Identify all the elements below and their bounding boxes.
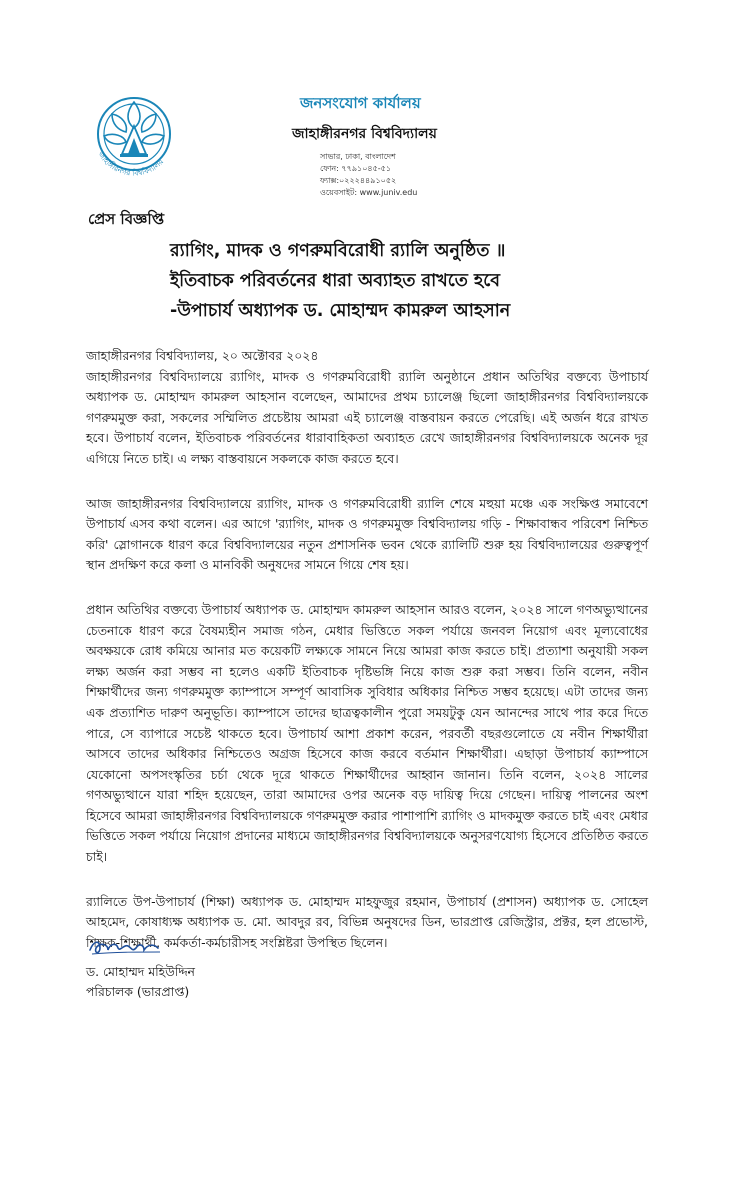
paragraph-4: র‌্যালিতে উপ-উপাচার্য (শিক্ষা) অধ্যাপক ড. মোহাম্মদ মাহফুজুর রহমান, উপাচার্য (প্রশাসন) অধ্যাপক ড. সোহেল আহমেদ, কোষাধ্যক্ষ অধ্যাপক ড. মো. আবদুর রব, বিভিন্ন অনুষদের ডিন, ভারপ্রাপ্ত রেজিস্ট্রার, প্রক্টর, হল প্রভোস্ট, শিক্ষক-শিক্ষার্থী, কর্মকর্তা-কর্মচারীসহ সংশ্লিষ্টরা উপস্থিত ছিলেন। [86, 893, 648, 950]
address: সাভার, ঢাকা, বাংলাদেশ [320, 152, 396, 161]
headline-line-2: ইতিবাচক পরিবর্তনের ধারা অব্যাহত রাখতে হবে [170, 271, 500, 291]
headline-line-1: র‌্যাগিং, মাদক ও গণরুমবিরোধী র‌্যালি অনুষ্ঠিত ॥ [170, 241, 506, 261]
office-name: জনসংযোগ কার্যালয় [300, 94, 421, 112]
university-seal-icon [82, 88, 186, 192]
signer-block [86, 962, 195, 1002]
university-logo [82, 88, 186, 192]
headline-line-3: -উপাচার্য অধ্যাপক ড. মোহাম্মদ কামরুল আহসান [170, 301, 511, 321]
press-release-body [86, 346, 648, 977]
paragraph-3: প্রধান অতিথির বক্তব্যে উপাচার্য অধ্যাপক ড. মোহাম্মদ কামরুল আহসান আরও বলেন, ২০২৪ সালে গণঅভ্যুত্থানের চেতনাকে ধারণ করে বৈষম্যহীন সমাজ গঠন, মেধার ভিত্তিতে সকল পর্যায়ে জনবল নিয়োগ এবং মূল্যবোধের অবক্ষয়কে রোধ কমিয়ে আনার মত কয়েকটি লক্ষ্যকে সামনে নিয়ে আমরা কাজ করতে চাই। প্রত্যাশা অনুযায়ী সকল লক্ষ্য অর্জন করা সম্ভব না হলেও একটি ইতিবাচক দৃষ্টিভঙ্গি নিয়ে কাজ শুরু করা সম্ভব। তিনি বলেন, নবীন শিক্ষার্থীদের জন্য গণরুমমুক্ত ক্যাম্পাসে সম্পূর্ণ আবাসিক সুবিধার অধিকার নিশ্চিত সম্ভব হয়েছে। এটা তাদের জন্য এক প্রত্যাশিত দারুণ অনুভূতি। ক্যাম্পাসে তাদের ছাত্রত্বকালীন পুরো সময়টুকু যেন আনন্দের সাথে পার করে দিতে পারে, সে ব্যাপারে সচেষ্ট থাকতে হবে। উপাচার্য আশা প্রকাশ করেন, পরবর্তী বছরগুলোতে যে নবীন শিক্ষার্থীরা আসবে তাদের অধিকার নিশ্চিতেও অগ্রজ হিসেবে কাজ করবে বর্তমান শিক্ষার্থীরা। এছাড়া উপাচার্য ক্যাম্পাসে যেকোনো অপসংস্কৃতির চর্চা থেকে দূরে থাকতে শিক্ষার্থীদের আহ্বান জানান। তিনি বলেন, ২০২৪ সালের গণঅভ্যুত্থানে যারা শহিদ হয়েছেন, তারা আমাদের ওপর অনেক বড় দায়িত্ব দিয়ে গেছেন। দায়িত্ব পালনের অংশ হিসেবে আমরা জাহাঙ্গীরনগর বিশ্ববিদ্যালয়কে গণরুমমুক্ত করার পাশাপাশি র‌্যাগিং ও মাদকমুক্ত করতে চাই এবং মেধার ভিত্তিতে সকল পর্যায়ে নিয়োগ প্রদানের মাধ্যমে জাহাঙ্গীরনগর বিশ্ববিদ্যালয়কে অনুসরণযোগ্য হিসেবে প্রতিষ্ঠিত করতে চাই। [86, 601, 648, 865]
handwritten-signature-icon [86, 930, 166, 960]
press-release-label: প্রেস বিজ্ঞপ্তি [88, 210, 165, 228]
dateline: জাহাঙ্গীরনগর বিশ্ববিদ্যালয়, ২০ অক্টোবর ২০২৪ [86, 348, 319, 363]
paragraph-1: জাহাঙ্গীরনগর বিশ্ববিদ্যালয়ে র‌্যাগিং, মাদক ও গণরুমবিরোধী র‌্যালি অনুষ্ঠানে প্রধান অতিথির বক্তব্যে উপাচার্য অধ্যাপক ড. মোহাম্মদ কামরুল আহসান বলেছেন, আমাদের প্রথম চ্যালেঞ্জ ছিলো জাহাঙ্গীরনগর বিশ্ববিদ্যালয়কে গণরুমমুক্ত করা, সকলের সম্মিলিত প্রচেষ্টায় আমরা এই চ্যালেঞ্জ বাস্তবায়ন করতে পেরেছি। এই অর্জন ধরে রাখত হবে। উপাচার্য বলেন, ইতিবাচক পরিবর্তনের ধারাবাহিকতা অব্যাহত রেখে জাহাঙ্গীরনগর বিশ্ববিদ্যালয়কে অনেক দূর এগিয়ে নিতে চাই। এ লক্ষ্য বাস্তবায়নে সকলকে কাজ করতে হবে। [86, 368, 648, 466]
signer-title: পরিচালক (ভারপ্রাপ্ত) [86, 984, 190, 999]
signer-name: ড. মোহাম্মদ মহিউদ্দিন [86, 964, 195, 979]
phone: ফোন: ৭৭৯১০৪৫-৫১ [320, 164, 392, 173]
signature [86, 930, 166, 960]
logo-text: জাহাঙ্গীরনগর বিশ্ববিদ্যালয় [96, 149, 166, 178]
letterhead [290, 92, 550, 199]
website: ওয়েবসাইট: www.juniv.edu [320, 188, 418, 197]
paragraph-2: আজ জাহাঙ্গীরনগর বিশ্ববিদ্যালয়ে র‌্যাগিং, মাদক ও গণরুমবিরোধী র‌্যালি শেষে মহুয়া মঞ্চে এক সংক্ষিপ্ত সমাবেশে উপাচার্য এসব কথা বলেন। এর আগে 'র‌্যাগিং, মাদক ও গণরুমমুক্ত বিশ্ববিদ্যালয় গড়ি - শিক্ষাবান্ধব পরিবেশ নিশ্চিত করি' স্লোগানকে ধারণ করে বিশ্ববিদ্যালয়ের নতুন প্রশাসনিক ভবন থেকে র‌্যালিটি শুরু হয় বিশ্ববিদ্যালয়ের গুরুত্বপূর্ণ স্থান প্রদক্ষিণ করে কলা ও মানবিকী অনুষদের সামনে গিয়ে শেষ হয়। [86, 495, 648, 573]
university-name: জাহাঙ্গীরনগর বিশ্ববিদ্যালয় [292, 126, 437, 142]
headline [170, 236, 650, 326]
fax: ফ্যাক্স:০২২২৪৪৯১০৫২ [320, 176, 397, 185]
